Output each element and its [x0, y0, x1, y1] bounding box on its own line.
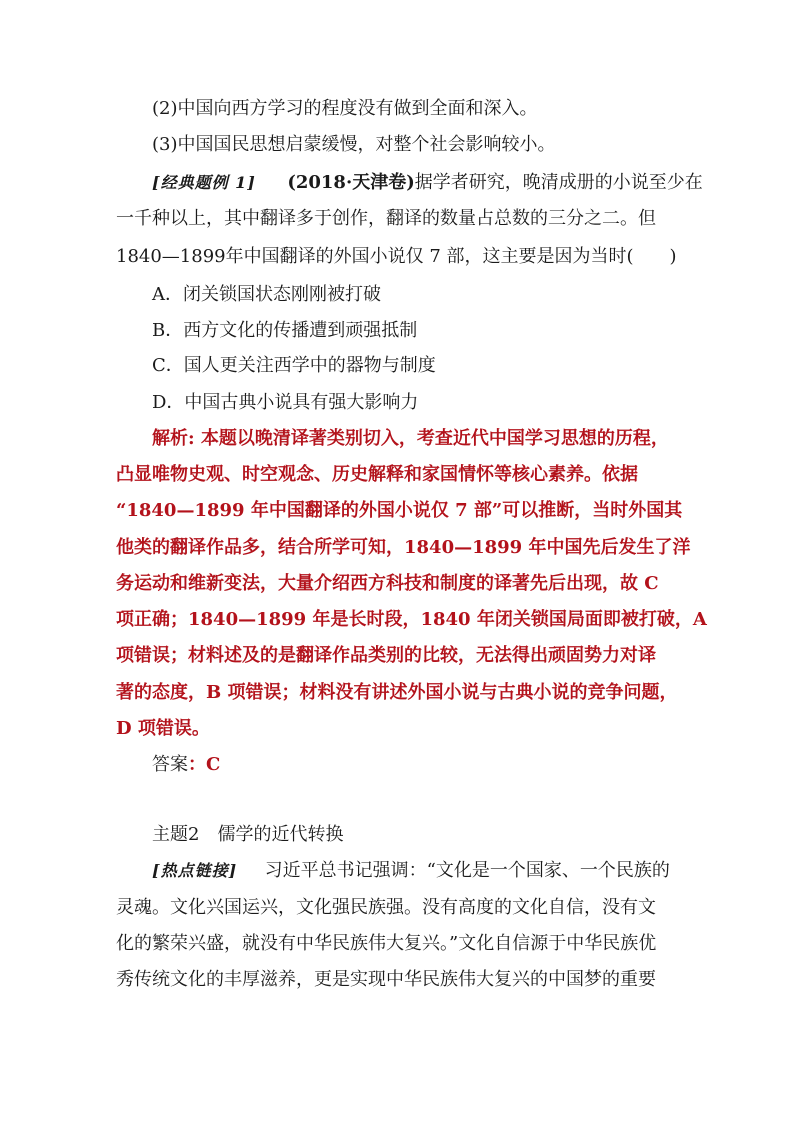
answer-value: ：C: [188, 754, 221, 775]
example-stem-line-3: 1840—1899年中国翻译的外国小说仅 7 部，这主要是因为当时( ): [116, 246, 677, 267]
answer-line: [152, 752, 220, 778]
option-d: D．中国古典小说具有强大影响力: [152, 392, 419, 413]
answer-label: 答案: [152, 754, 188, 775]
analysis-label: 解析: [152, 428, 188, 449]
example-source: (2018·天津卷): [287, 172, 415, 193]
analysis-line-6: 项正确；1840—1899 年是长时段，1840 年闭关锁国局面即被打破，A: [116, 609, 707, 630]
analysis-line-4: 他类的翻译作品多，结合所学可知，1840—1899 年中国先后发生了洋: [116, 537, 691, 558]
analysis-line-3: “1840—1899 年中国翻译的外国小说仅 7 部”可以推断，当时外国其: [116, 500, 683, 521]
intro-point-3: (3)中国国民思想启蒙缓慢，对整个社会影响较小。: [152, 134, 556, 155]
analysis-line-7: 项错误；材料述及的是翻译作品类别的比较，无法得出顽固势力对译: [116, 645, 656, 666]
option-b: B．西方文化的传播遭到顽强抵制: [152, 320, 418, 341]
analysis-line-2: 凸显唯物史观、时空观念、历史解释和家国情怀等核心素养。依据: [116, 464, 638, 485]
intro-point-2: (2)中国向西方学习的程度没有做到全面和深入。: [152, 98, 538, 119]
hotlink-line-3: 化的繁荣兴盛，就没有中华民族伟大复兴。”文化自信源于中华民族优: [116, 933, 657, 954]
hotlink-first-line: [152, 858, 670, 884]
analysis-line-1: 解析: 本题以晚清译著类别切入，考查近代中国学习思想的历程，: [152, 428, 669, 449]
analysis-line-5: 务运动和维新变法，大量介绍西方科技和制度的译著先后出现，故 C: [116, 573, 659, 594]
analysis-line-8: 著的态度，B 项错误；材料没有讲述外国小说与古典小说的竞争问题，: [116, 682, 678, 703]
option-c: C．国人更关注西学中的器物与制度: [152, 355, 436, 376]
analysis-line-9: D 项错误。: [116, 718, 210, 739]
hotlink-line-2: 灵魂。文化兴国运兴，文化强民族强。没有高度的文化自信，没有文: [116, 897, 656, 918]
hotlink-line-1: 习近平总书记强调：“文化是一个国家、一个民族的: [264, 860, 670, 881]
hotlink-tag: [热点链接]: [152, 861, 238, 880]
option-a: A．闭关锁国状态刚刚被打破: [152, 284, 381, 305]
example-tag: [经典题例 1]: [152, 173, 256, 192]
hotlink-line-4: 秀传统文化的丰厚滋养，更是实现中华民族伟大复兴的中国梦的重要: [116, 969, 656, 990]
topic-title: 主题2 儒学的近代转换: [152, 824, 344, 845]
example-first-line: [152, 170, 703, 196]
example-stem-line-1: 据学者研究，晚清成册的小说至少在: [414, 172, 703, 193]
example-stem-line-2: 一千种以上，其中翻译多于创作，翻译的数量占总数的三分之二。但: [116, 208, 656, 229]
